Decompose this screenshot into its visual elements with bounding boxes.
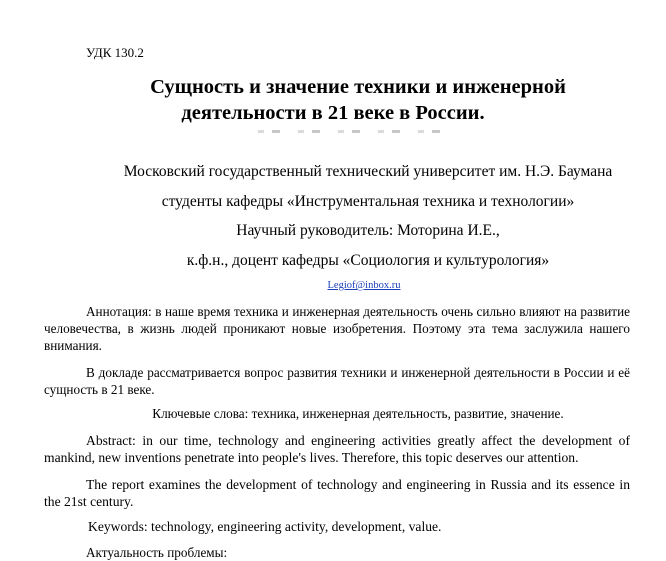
email-link[interactable]: Legiof@inbox.ru: [327, 280, 401, 291]
report-ru: В докладе рассматривается вопрос развития техники и инженерной деятельности в России и её сущность в 21 веке.: [44, 365, 630, 397]
supervisor-line: Научный руководитель: Моторина И.Е.,: [236, 222, 500, 239]
abstract-ru: Аннотация: в наше время техника и инженерная деятельность очень сильно влияют на развитие человечества, в жизнь людей проникают новые изобретения. Поэтому эта тема заслужила нашего внимания.: [44, 304, 630, 353]
abstract-en: Abstract: in our time, technology and engineering activities greatly affect the development of mankind, new inventions penetrate into people's lives. Therefore, this topic deserves our attention.: [44, 433, 630, 465]
report-en: The report examines the development of technology and engineering in Russia and its essence in the 21st century.: [44, 477, 630, 509]
udk-code: УДК 130.2: [86, 45, 144, 60]
position-line: к.ф.н., доцент кафедры «Социология и культурология»: [186, 252, 550, 269]
paper-title-line-1: Сущность и значение техники и инженерной: [150, 76, 566, 98]
paper-title-line-2: деятельности в 21 веке в России.: [181, 102, 485, 124]
keywords-en: Keywords: technology, engineering activity, development, value.: [88, 519, 442, 534]
university-line: Московский государственный технический университет им. Н.Э. Баумана: [123, 163, 613, 180]
students-line: студенты кафедры «Инструментальная техника и технологии»: [161, 193, 575, 210]
keywords-ru: Ключевые слова: техника, инженерная деятельность, развитие, значение.: [152, 406, 564, 421]
scan-artifact-line: [258, 130, 458, 133]
section-heading: Актуальность проблемы:: [86, 545, 228, 560]
